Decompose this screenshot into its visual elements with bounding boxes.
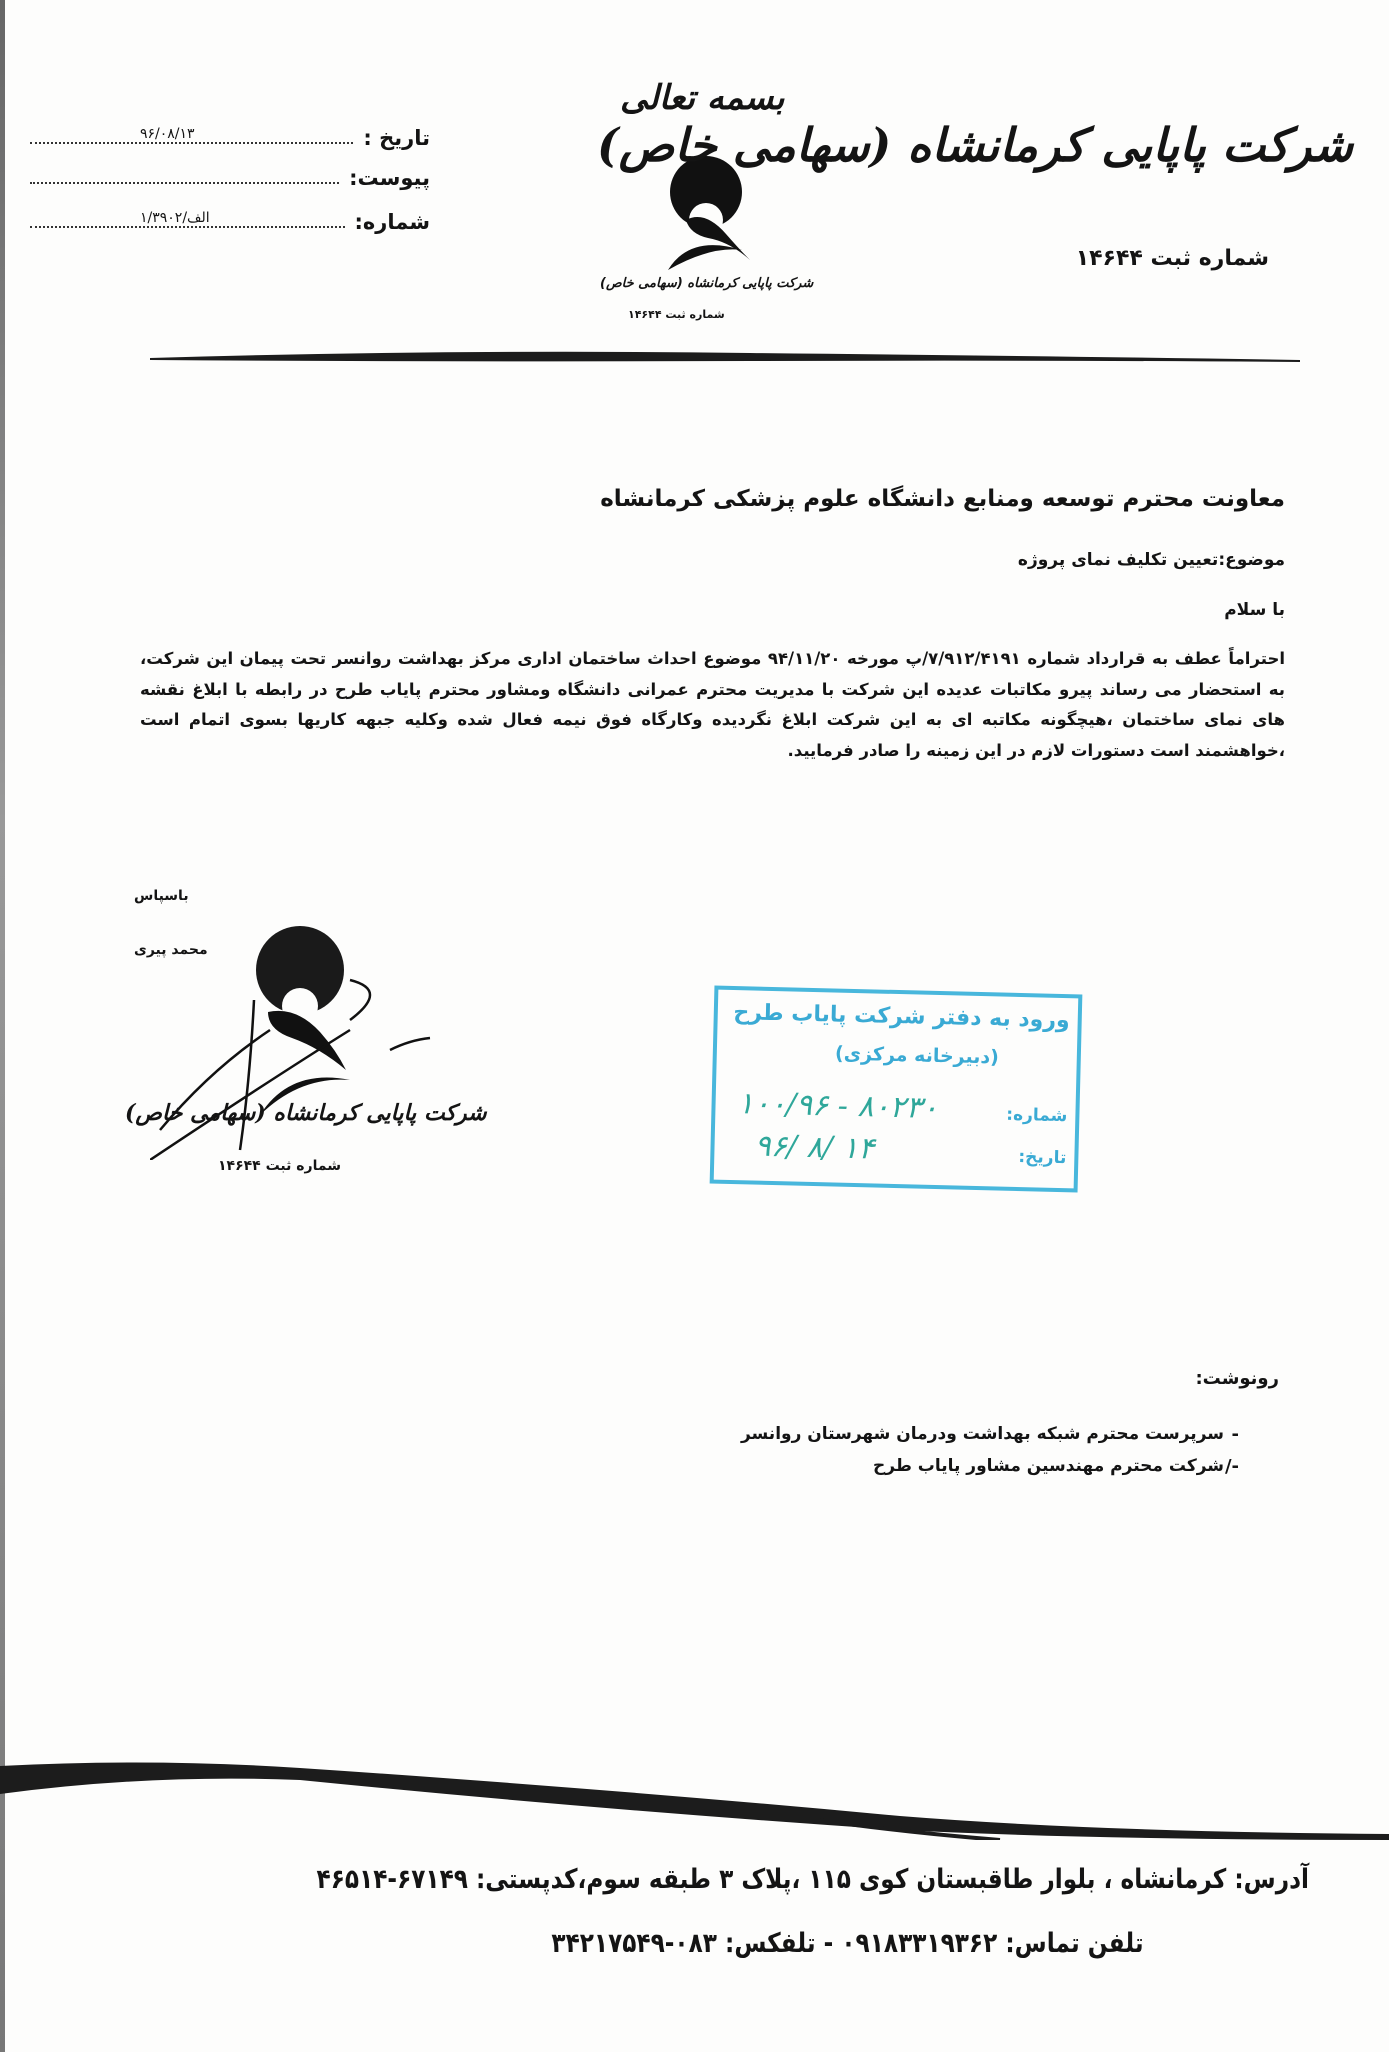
date-value: ۹۶/۰۸/۱۳ — [140, 126, 195, 142]
footer-divider — [0, 1740, 1389, 1840]
cc-item-marker: /- — [1224, 1456, 1239, 1477]
signer-name: محمد پیری — [134, 942, 208, 958]
greeting: با سلام — [1224, 600, 1285, 620]
stamp-number-label: شماره: — [1006, 1104, 1068, 1127]
number-label: شماره: — [354, 210, 430, 234]
date-label: تاریخ : — [363, 126, 430, 150]
signature-caption: شرکت پاپایی کرمانشاه (سهامی خاص) — [125, 1100, 487, 1126]
stamp-date-value: ۹۶/ ۸/ ۱۴ — [754, 1128, 875, 1167]
number-row — [30, 202, 430, 234]
cc-item: سرپرست محترم شبکه بهداشت ودرمان شهرستان روانسر — [740, 1424, 1224, 1444]
signature-registration: شماره ثبت ۱۴۶۴۴ — [218, 1158, 342, 1174]
stamp-number-value: ۱۰۰/۹۶ - ۸۰۲۳۰ — [737, 1086, 939, 1127]
attachment-label: پیوست: — [349, 166, 430, 190]
logo-registration: شماره ثبت ۱۴۶۴۴ — [628, 308, 725, 321]
cc-title: رونوشت: — [1195, 1368, 1279, 1389]
stamp-subtitle: (دبیرخانه مرکزی) — [834, 1042, 1000, 1069]
footer-phone: تلفن تماس: ۰۹۱۸۳۳۱۹۳۶۲ - تلفکس: ۰۸۳-۳۴۲۱۷۵۴۹ — [551, 1928, 1144, 1959]
cc-item-marker: - — [1231, 1424, 1239, 1445]
bismillah-heading: بسمه تعالی — [620, 78, 785, 118]
closing: باسپاس — [134, 888, 189, 904]
stamp-date-label: تاریخ: — [1018, 1147, 1067, 1169]
date-row — [30, 118, 430, 150]
addressee: معاونت محترم توسعه ومنابع دانشگاه علوم پزشکی کرمانشاه — [600, 486, 1285, 512]
logo-caption: شرکت پاپایی کرمانشاه (سهامی خاص) — [600, 276, 814, 291]
attachment-row — [30, 158, 430, 190]
header-divider — [150, 346, 1300, 364]
stamp-title: ورود به دفتر شرکت پایاب طرح — [733, 1000, 1071, 1034]
subject-line: موضوع:تعیین تکلیف نمای پروژه — [1017, 550, 1285, 570]
cc-item: شرکت محترم مهندسین مشاور پایاب طرح — [873, 1456, 1224, 1476]
receipt-stamp — [710, 986, 1083, 1193]
footer-address: آدرس: کرمانشاه ، بلوار طاقبستان کوی ۱۱۵ ،پلاک ۳ طبقه سوم،کدپستی: ۶۷۱۴۹-۴۶۵۱۴ — [316, 1864, 1309, 1895]
company-title: شرکت پاپایی کرمانشاه (سهامی خاص) — [596, 118, 1353, 172]
registration-number: شماره ثبت ۱۴۶۴۴ — [1075, 246, 1269, 271]
number-value: ۱/۳۹۰۲/الف — [140, 210, 210, 226]
letter-body: احتراماً عطف به قرارداد شماره ۷/۹۱۲/۴۱۹۱/پ مورخه ۹۴/۱۱/۲۰ موضوع احداث ساختمان اداری مرکز بهداشت روانسر تحت پیمان این شرکت، به استحضار می رساند پیرو مکاتبات عدیده این شرکت با مدیریت محترم عمرانی دانشگاه ومشاور محترم پایاب طرح در رابطه با ابلاغ نقشه های نمای ساختمان ،هیچگونه مکاتبه ای به این شرکت ابلاغ نگردیده وکارگاه فوق نیمه فعال شده وکلیه جبهه کاریها بسوی اتمام است ،خواهشمند است دستورات لازم در این زمینه را صادر فرمایید. — [140, 649, 1285, 760]
